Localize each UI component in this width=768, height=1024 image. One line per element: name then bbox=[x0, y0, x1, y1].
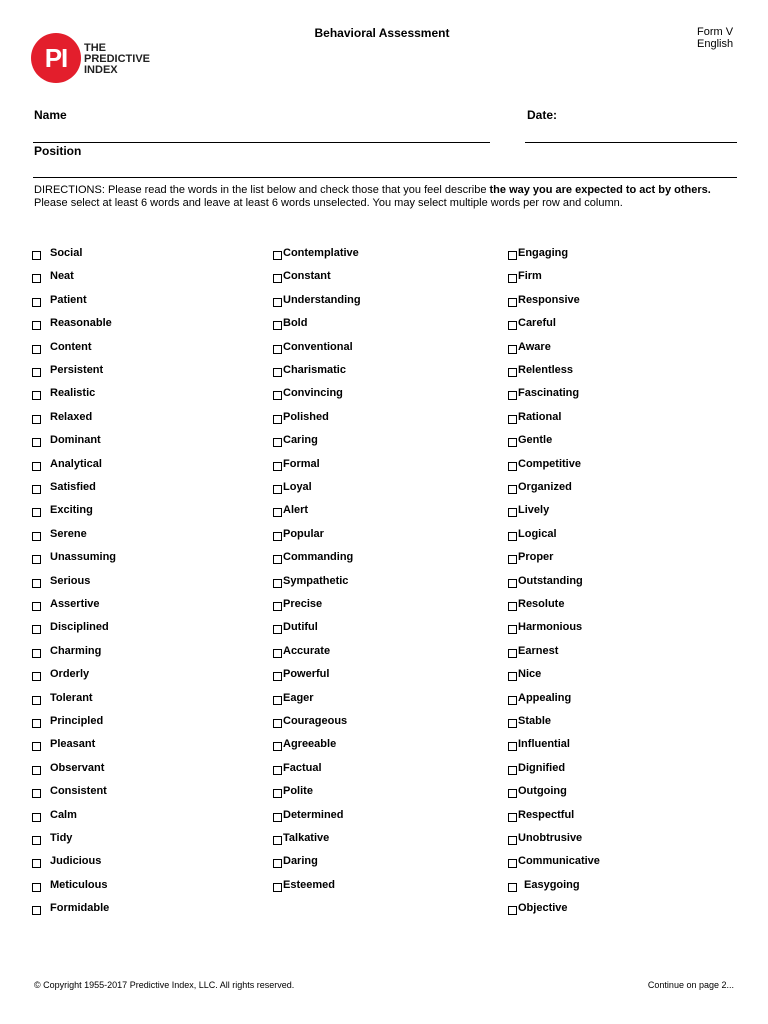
word-label: Calm bbox=[50, 809, 77, 821]
checkbox-stable[interactable] bbox=[508, 719, 517, 728]
checkbox-determined[interactable] bbox=[273, 813, 282, 822]
checkbox-influential[interactable] bbox=[508, 742, 517, 751]
checkbox-tolerant[interactable] bbox=[32, 696, 41, 705]
checkbox-dominant[interactable] bbox=[32, 438, 41, 447]
continue-text: Continue on page 2... bbox=[647, 980, 734, 990]
checkbox-factual[interactable] bbox=[273, 766, 282, 775]
checkbox-powerful[interactable] bbox=[273, 672, 282, 681]
checkbox-convincing[interactable] bbox=[273, 391, 282, 400]
checkbox-gentle[interactable] bbox=[508, 438, 517, 447]
word-label: Organized bbox=[518, 481, 572, 493]
checkbox-outgoing[interactable] bbox=[508, 789, 517, 798]
word-label: Tolerant bbox=[50, 692, 93, 704]
word-label: Content bbox=[50, 341, 92, 353]
checkbox-bold[interactable] bbox=[273, 321, 282, 330]
checkbox-logical[interactable] bbox=[508, 532, 517, 541]
word-label: Communicative bbox=[518, 855, 600, 867]
word-label: Nice bbox=[518, 668, 542, 680]
word-label: Contemplative bbox=[283, 247, 359, 259]
checkbox-polite[interactable] bbox=[273, 789, 282, 798]
word-label: Talkative bbox=[283, 832, 330, 844]
checkbox-orderly[interactable] bbox=[32, 672, 41, 681]
form-info: Form V English bbox=[697, 27, 734, 50]
checkbox-analytical[interactable] bbox=[32, 462, 41, 471]
word-label: Outgoing bbox=[518, 785, 567, 797]
word-label: Neat bbox=[50, 270, 74, 282]
checkbox-unassuming[interactable] bbox=[32, 555, 41, 564]
word-label: Charming bbox=[50, 645, 102, 657]
checkbox-exciting[interactable] bbox=[32, 508, 41, 517]
word-label: Dignified bbox=[518, 762, 566, 774]
checkbox-precise[interactable] bbox=[273, 602, 282, 611]
checkbox-talkative[interactable] bbox=[273, 836, 282, 845]
directions-line-2: Please select at least 6 words and leave at least 6 words unselected. You may select multiple words per row and column. bbox=[34, 197, 623, 209]
word-label: Pleasant bbox=[50, 738, 96, 750]
word-label: Charismatic bbox=[283, 364, 346, 376]
checkbox-serene[interactable] bbox=[32, 532, 41, 541]
word-label: Lively bbox=[518, 504, 550, 516]
word-label: Respectful bbox=[518, 809, 575, 821]
checkbox-competitive[interactable] bbox=[508, 462, 517, 471]
checkbox-charming[interactable] bbox=[32, 649, 41, 658]
checkbox-judicious[interactable] bbox=[32, 859, 41, 868]
checkbox-understanding[interactable] bbox=[273, 298, 282, 307]
word-label: Persistent bbox=[50, 364, 104, 376]
checkbox-tidy[interactable] bbox=[32, 836, 41, 845]
word-label: Meticulous bbox=[50, 879, 108, 891]
page-title: Behavioral Assessment bbox=[314, 26, 450, 40]
word-label: Competitive bbox=[518, 458, 581, 470]
checkbox-respectful[interactable] bbox=[508, 813, 517, 822]
checkbox-accurate[interactable] bbox=[273, 649, 282, 658]
word-label: Consistent bbox=[50, 785, 107, 797]
date-field[interactable] bbox=[525, 142, 737, 143]
checkbox-careful[interactable] bbox=[508, 321, 517, 330]
logo-line: INDEX bbox=[84, 64, 118, 76]
checkbox-outstanding[interactable] bbox=[508, 579, 517, 588]
checkbox-realistic[interactable] bbox=[32, 391, 41, 400]
word-label: Dominant bbox=[50, 434, 101, 446]
word-label: Relaxed bbox=[50, 411, 93, 423]
word-label: Aware bbox=[518, 341, 551, 353]
checkbox-neat[interactable] bbox=[32, 274, 41, 283]
checkbox-easygoing[interactable] bbox=[508, 883, 517, 892]
checkbox-agreeable[interactable] bbox=[273, 742, 282, 751]
word-label: Proper bbox=[518, 551, 554, 563]
checkbox-fascinating[interactable] bbox=[508, 391, 517, 400]
checkbox-patient[interactable] bbox=[32, 298, 41, 307]
word-label: Formidable bbox=[50, 902, 110, 914]
logo-line: PREDICTIVE bbox=[84, 53, 151, 65]
checkbox-serious[interactable] bbox=[32, 579, 41, 588]
checkbox-principled[interactable] bbox=[32, 719, 41, 728]
checkbox-caring[interactable] bbox=[273, 438, 282, 447]
checkbox-alert[interactable] bbox=[273, 508, 282, 517]
word-label: Determined bbox=[283, 809, 344, 821]
word-label: Polite bbox=[283, 785, 313, 797]
word-label: Disciplined bbox=[50, 621, 109, 633]
word-label: Unobtrusive bbox=[518, 832, 583, 844]
word-label: Exciting bbox=[50, 504, 93, 516]
checkbox-aware[interactable] bbox=[508, 345, 517, 354]
word-label: Dutiful bbox=[283, 621, 318, 633]
checkbox-engaging[interactable] bbox=[508, 251, 517, 260]
checkbox-persistent[interactable] bbox=[32, 368, 41, 377]
word-label: Responsive bbox=[518, 294, 580, 306]
word-label: Tidy bbox=[50, 832, 73, 844]
directions-line-1: DIRECTIONS: Please read the words in the list below and check those that you feel describe the way you are expected to act by others. bbox=[34, 184, 711, 196]
checkbox-calm[interactable] bbox=[32, 813, 41, 822]
checkbox-content[interactable] bbox=[32, 345, 41, 354]
word-label: Rational bbox=[518, 411, 562, 423]
name-label: Name bbox=[34, 108, 67, 122]
word-label: Firm bbox=[518, 270, 542, 282]
checkbox-esteemed[interactable] bbox=[273, 883, 282, 892]
word-label: Polished bbox=[283, 411, 329, 423]
checkbox-resolute[interactable] bbox=[508, 602, 517, 611]
checkbox-pleasant[interactable] bbox=[32, 742, 41, 751]
checkbox-objective[interactable] bbox=[508, 906, 517, 915]
word-label: Observant bbox=[50, 762, 105, 774]
checkbox-contemplative[interactable] bbox=[273, 251, 282, 260]
word-label: Resolute bbox=[518, 598, 565, 610]
checkbox-sympathetic[interactable] bbox=[273, 579, 282, 588]
word-label: Analytical bbox=[50, 458, 102, 470]
checkbox-loyal[interactable] bbox=[273, 485, 282, 494]
word-label: Bold bbox=[283, 317, 308, 329]
word-label: Careful bbox=[518, 317, 556, 329]
checkbox-satisfied[interactable] bbox=[32, 485, 41, 494]
word-label: Daring bbox=[283, 855, 318, 867]
checkbox-communicative[interactable] bbox=[508, 859, 517, 868]
logo-wordmark bbox=[84, 43, 204, 76]
word-label: Fascinating bbox=[518, 387, 580, 399]
word-label: Commanding bbox=[283, 551, 354, 563]
word-label: Gentle bbox=[518, 434, 553, 446]
checkbox-social[interactable] bbox=[32, 251, 41, 260]
word-label: Loyal bbox=[283, 481, 312, 493]
word-label: Factual bbox=[283, 762, 322, 774]
word-label: Relentless bbox=[518, 364, 574, 376]
checkbox-meticulous[interactable] bbox=[32, 883, 41, 892]
word-label: Powerful bbox=[283, 668, 330, 680]
word-label: Principled bbox=[50, 715, 104, 727]
word-label: Constant bbox=[283, 270, 331, 282]
checkbox-observant[interactable] bbox=[32, 766, 41, 775]
checkbox-lively[interactable] bbox=[508, 508, 517, 517]
checkbox-rational[interactable] bbox=[508, 415, 517, 424]
word-label: Serene bbox=[50, 528, 87, 540]
checkbox-conventional[interactable] bbox=[273, 345, 282, 354]
checkbox-formal[interactable] bbox=[273, 462, 282, 471]
word-label: Serious bbox=[50, 575, 91, 587]
checkbox-nice[interactable] bbox=[508, 672, 517, 681]
word-label: Appealing bbox=[518, 692, 572, 704]
word-label: Courageous bbox=[283, 715, 348, 727]
checkbox-unobtrusive[interactable] bbox=[508, 836, 517, 845]
checkbox-firm[interactable] bbox=[508, 274, 517, 283]
checkbox-proper[interactable] bbox=[508, 555, 517, 564]
checkbox-relaxed[interactable] bbox=[32, 415, 41, 424]
word-label: Patient bbox=[50, 294, 87, 306]
word-label: Reasonable bbox=[50, 317, 112, 329]
word-label: Esteemed bbox=[283, 879, 335, 891]
word-label: Alert bbox=[283, 504, 309, 516]
checkbox-consistent[interactable] bbox=[32, 789, 41, 798]
word-label: Satisfied bbox=[50, 481, 96, 493]
word-label: Agreeable bbox=[283, 738, 337, 750]
checkbox-disciplined[interactable] bbox=[32, 625, 41, 634]
word-label: Formal bbox=[283, 458, 320, 470]
word-label: Easygoing bbox=[524, 879, 580, 891]
word-label: Realistic bbox=[50, 387, 96, 399]
directions-text bbox=[34, 184, 744, 210]
checkbox-formidable[interactable] bbox=[32, 906, 41, 915]
word-label: Engaging bbox=[518, 247, 569, 259]
checkbox-appealing[interactable] bbox=[508, 696, 517, 705]
word-label: Unassuming bbox=[50, 551, 117, 563]
word-label: Outstanding bbox=[518, 575, 583, 587]
date-label: Date: bbox=[527, 108, 558, 122]
checkbox-constant[interactable] bbox=[273, 274, 282, 283]
checkbox-courageous[interactable] bbox=[273, 719, 282, 728]
word-label: Assertive bbox=[50, 598, 100, 610]
word-label: Social bbox=[50, 247, 83, 259]
checkbox-commanding[interactable] bbox=[273, 555, 282, 564]
checkbox-popular[interactable] bbox=[273, 532, 282, 541]
checkbox-daring[interactable] bbox=[273, 859, 282, 868]
word-label: Judicious bbox=[50, 855, 102, 867]
word-label: Orderly bbox=[50, 668, 90, 680]
word-label: Eager bbox=[283, 692, 314, 704]
checkbox-dignified[interactable] bbox=[508, 766, 517, 775]
name-field[interactable] bbox=[33, 142, 490, 143]
word-label: Convincing bbox=[283, 387, 343, 399]
word-label: Sympathetic bbox=[283, 575, 349, 587]
word-label: Influential bbox=[518, 738, 570, 750]
checkbox-eager[interactable] bbox=[273, 696, 282, 705]
word-label: Conventional bbox=[283, 341, 353, 353]
directions-emphasis: the way you are expected to act by others. bbox=[489, 184, 711, 196]
copyright-text: © Copyright 1955-2017 Predictive Index, LLC. All rights reserved. bbox=[34, 980, 295, 990]
word-label: Caring bbox=[283, 434, 318, 446]
logo-line: THE bbox=[84, 42, 106, 54]
position-label: Position bbox=[34, 144, 82, 158]
word-label: Stable bbox=[518, 715, 552, 727]
checkbox-organized[interactable] bbox=[508, 485, 517, 494]
checkbox-responsive[interactable] bbox=[508, 298, 517, 307]
checkbox-relentless[interactable] bbox=[508, 368, 517, 377]
checkbox-harmonious[interactable] bbox=[508, 625, 517, 634]
word-label: Popular bbox=[283, 528, 324, 540]
word-label: Accurate bbox=[283, 645, 331, 657]
logo-mark: PI bbox=[31, 33, 81, 83]
word-label: Logical bbox=[518, 528, 557, 540]
word-label: Objective bbox=[518, 902, 568, 914]
checkbox-dutiful[interactable] bbox=[273, 625, 282, 634]
checkbox-assertive[interactable] bbox=[32, 602, 41, 611]
word-label: Understanding bbox=[283, 294, 361, 306]
checkbox-charismatic[interactable] bbox=[273, 368, 282, 377]
word-label: Harmonious bbox=[518, 621, 583, 633]
checkbox-reasonable[interactable] bbox=[32, 321, 41, 330]
checkbox-polished[interactable] bbox=[273, 415, 282, 424]
position-field[interactable] bbox=[33, 177, 737, 178]
checkbox-earnest[interactable] bbox=[508, 649, 517, 658]
word-label: Earnest bbox=[518, 645, 559, 657]
word-label: Precise bbox=[283, 598, 323, 610]
